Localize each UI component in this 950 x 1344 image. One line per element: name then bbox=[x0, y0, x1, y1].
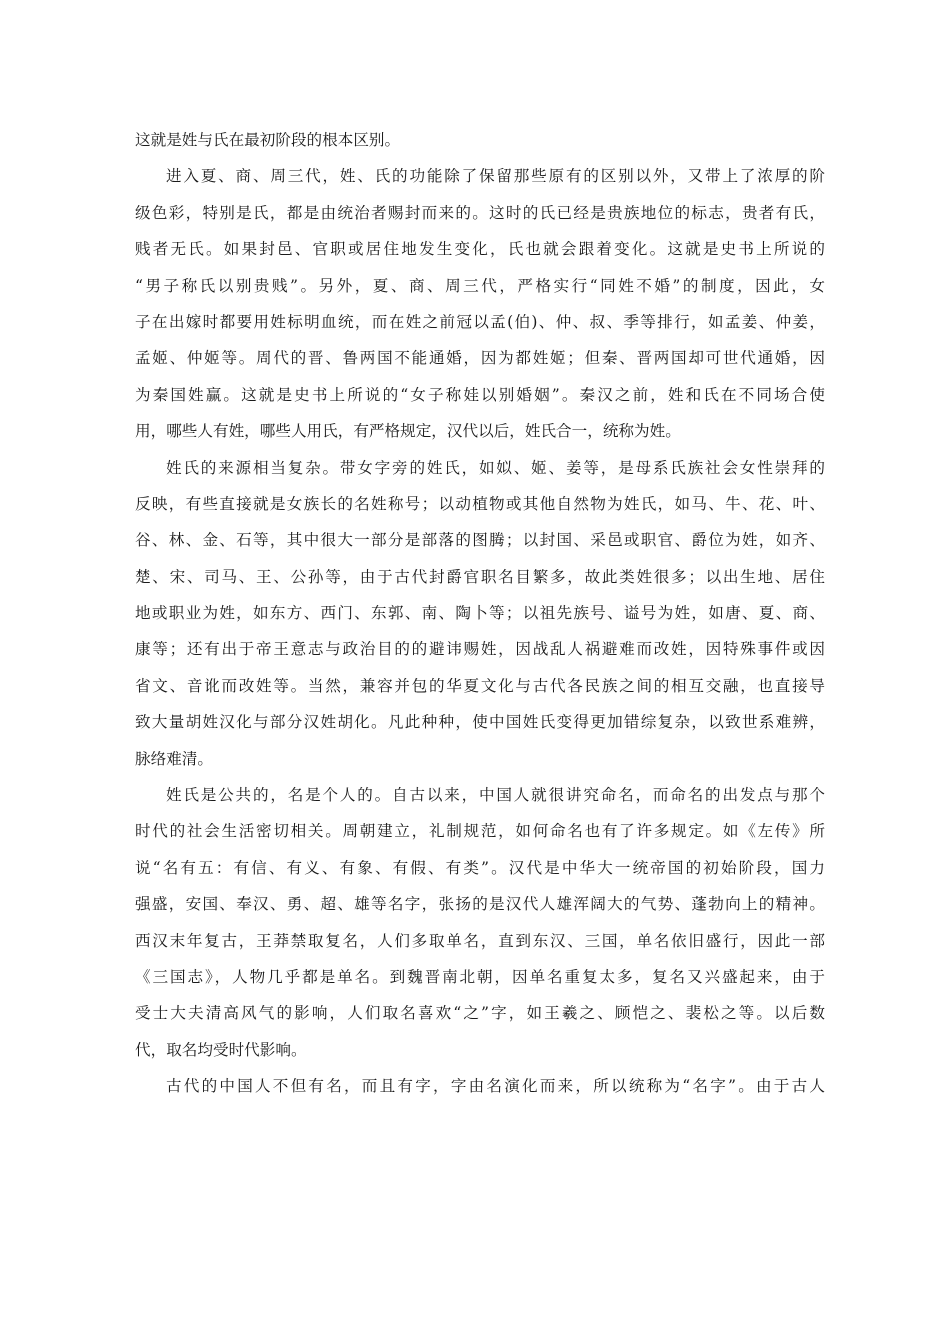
text-line: 姓氏是公共的，名是个人的。自古以来，中国人就很讲究命名，而命名的出发点与那个 bbox=[166, 786, 825, 805]
text-line: 孟姬、仲姬等。周代的晋、鲁两国不能通婚，因为都姓姬；但秦、晋两国却可世代通婚，因 bbox=[135, 349, 825, 368]
text-line: 级色彩，特别是氏，都是由统治者赐封而来的。这时的氏已经是贵族地位的标志，贵者有氏， bbox=[135, 203, 825, 222]
text-line: “男子称氏以别贵贱”。另外，夏、商、周三代，严格实行“同姓不婚”的制度，因此，女 bbox=[135, 276, 825, 295]
paragraph-1 bbox=[135, 122, 825, 158]
paragraph-3 bbox=[135, 450, 825, 778]
text-line: 地或职业为姓，如东方、西门、东郭、南、陶卜等；以祖先族号、谥号为姓，如唐、夏、商、 bbox=[135, 604, 825, 623]
text-line: 强盛，安国、奉汉、勇、超、雄等名字，张扬的是汉代人雄浑阔大的气势、蓬勃向上的精神。 bbox=[135, 895, 825, 914]
paragraph-4 bbox=[135, 777, 825, 1068]
text-line: 古代的中国人不但有名，而且有字，字由名演化而来，所以统称为“名字”。由于古人 bbox=[166, 1077, 825, 1096]
text-line: 受士大夫清高风气的影响，人们取名喜欢“之”字，如王羲之、顾恺之、裴松之等。以后数 bbox=[135, 1004, 825, 1023]
text-line: 贱者无氏。如果封邑、官职或居住地发生变化，氏也就会跟着变化。这就是史书上所说的 bbox=[135, 240, 825, 259]
paragraph-2 bbox=[135, 158, 825, 449]
text-line: 进入夏、商、周三代，姓、氏的功能除了保留那些原有的区别以外，又带上了浓厚的阶 bbox=[166, 167, 825, 186]
document-body bbox=[135, 122, 825, 1105]
text-line: 用，哪些人有姓，哪些人用氏，有严格规定，汉代以后，姓氏合一，统称为姓。 bbox=[135, 422, 681, 441]
text-line: 姓氏的来源相当复杂。带女字旁的姓氏，如姒、姬、姜等，是母系氏族社会女性崇拜的 bbox=[166, 458, 825, 477]
text-line: 时代的社会生活密切相关。周朝建立，礼制规范，如何命名也有了许多规定。如《左传》所 bbox=[135, 822, 825, 841]
text-line: 《三国志》，人物几乎都是单名。到魏晋南北朝，因单名重复太多，复名又兴盛起来，由于 bbox=[135, 967, 825, 986]
paragraph-5 bbox=[135, 1068, 825, 1104]
text-line: 反映，有些直接就是女族长的名姓称号；以动植物或其他自然物为姓氏，如马、牛、花、叶、 bbox=[135, 494, 825, 513]
text-line: 为秦国姓赢。这就是史书上所说的“女子称娃以别婚姻”。秦汉之前，姓和氏在不同场合使 bbox=[135, 385, 825, 404]
text-line: 子在出嫁时都要用姓标明血统，而在姓之前冠以孟(伯)、仲、叔、季等排行，如孟姜、仲姜， bbox=[135, 312, 825, 331]
text-line: 康等；还有出于帝王意志与政治目的的避讳赐姓，因战乱人祸避难而改姓，因特殊事件或因 bbox=[135, 640, 825, 659]
text-line: 脉络难清。 bbox=[135, 749, 213, 768]
text-line: 谷、林、金、石等，其中很大一部分是部落的图腾；以封国、采邑或职官、爵位为姓，如齐、 bbox=[135, 531, 825, 550]
text-line: 西汉末年复古，王莽禁取复名，人们多取单名，直到东汉、三国，单名依旧盛行，因此一部 bbox=[135, 931, 825, 950]
text-line: 省文、音讹而改姓等。当然，兼容并包的华夏文化与古代各民族之间的相互交融，也直接导 bbox=[135, 676, 825, 695]
text-line: 致大量胡姓汉化与部分汉姓胡化。凡此种种，使中国姓氏变得更加错综复杂，以致世系难辨， bbox=[135, 713, 825, 732]
text-line: 说“名有五：有信、有义、有象、有假、有类”。汉代是中华大一统帝国的初始阶段，国力 bbox=[135, 858, 825, 877]
text-line: 楚、宋、司马、王、公孙等，由于古代封爵官职名目繁多，故此类姓很多；以出生地、居住 bbox=[135, 567, 825, 586]
text-line: 代，取名均受时代影响。 bbox=[135, 1040, 307, 1059]
text-line: 这就是姓与氏在最初阶段的根本区别。 bbox=[135, 131, 401, 149]
